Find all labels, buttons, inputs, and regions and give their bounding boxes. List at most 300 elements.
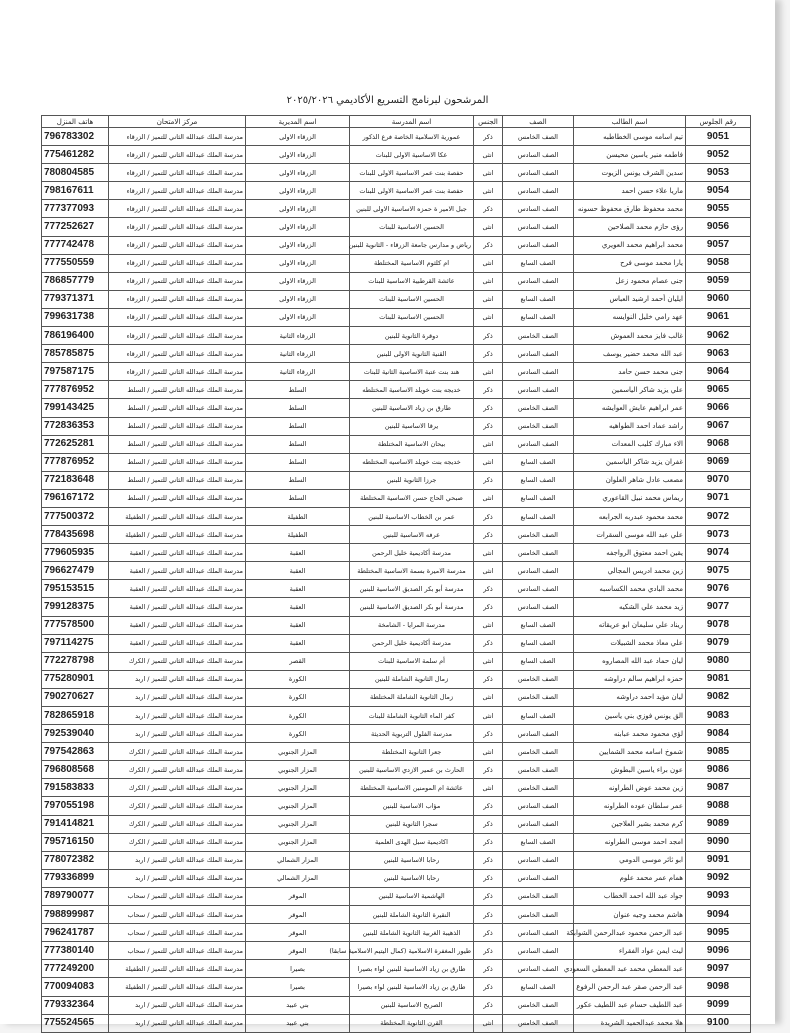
- cell-phone: 775524565: [42, 1014, 109, 1032]
- cell-exam-center: مدرسة الملك عبدالله الثاني للتميز / سحاب: [109, 924, 246, 942]
- cell-seat-number: 9074: [686, 544, 751, 562]
- cell-directorate: الزرقاء الاولى: [246, 200, 350, 218]
- cell-directorate: الزرقاء الاولى: [246, 254, 350, 272]
- cell-grade: الصف السادس: [503, 272, 574, 290]
- cell-seat-number: 9060: [686, 290, 751, 308]
- cell-directorate: الزرقاء الاولى: [246, 164, 350, 182]
- cell-directorate: المزار الجنوبي: [246, 761, 350, 779]
- table-row: [42, 960, 751, 978]
- cell-grade: الصف الخامس: [503, 996, 574, 1014]
- cell-school: بيحان الاساسية المختلطة: [350, 435, 474, 453]
- cell-student-name: جنى عصام محمود زعل: [574, 272, 686, 290]
- cell-grade: الصف الخامس: [503, 327, 574, 345]
- cell-school: مدرسة المرايا - الشامخة: [350, 616, 474, 634]
- table-row: [42, 435, 751, 453]
- table-row: [42, 851, 751, 869]
- table-row: [42, 507, 751, 525]
- cell-gender: ذكر: [474, 399, 503, 417]
- cell-phone: 796808568: [42, 761, 109, 779]
- cell-exam-center: مدرسة الملك عبدالله الثاني للتميز / الكرك: [109, 833, 246, 851]
- cell-seat-number: 9076: [686, 580, 751, 598]
- table-row: [42, 218, 751, 236]
- cell-gender: ذكر: [474, 580, 503, 598]
- cell-grade: الصف الخامس: [503, 544, 574, 562]
- cell-exam-center: مدرسة الملك عبدالله الثاني للتميز / الزرقاء: [109, 290, 246, 308]
- cell-school: النقيرة الثانوية الشاملة للبنين: [350, 906, 474, 924]
- cell-school: خديجه بنت خويلد الاساسية المختلطه: [350, 381, 474, 399]
- cell-exam-center: مدرسة الملك عبدالله الثاني للتميز / اربد: [109, 1014, 246, 1032]
- cell-gender: ذكر: [474, 236, 503, 254]
- cell-exam-center: مدرسة الملك عبدالله الثاني للتميز / العقبة: [109, 616, 246, 634]
- cell-exam-center: مدرسة الملك عبدالله الثاني للتميز / الكرك: [109, 779, 246, 797]
- table-row: [42, 1014, 751, 1032]
- cell-gender: انثى: [474, 290, 503, 308]
- cell-exam-center: مدرسة الملك عبدالله الثاني للتميز / الزرقاء: [109, 254, 246, 272]
- table-row: [42, 761, 751, 779]
- cell-student-name: عبد الرحمن صقر عبد الرحمن الرفوع: [574, 978, 686, 996]
- cell-student-name: ايليان أحمد ارشيد العباس: [574, 290, 686, 308]
- cell-exam-center: مدرسة الملك عبدالله الثاني للتميز / الزرقاء: [109, 272, 246, 290]
- cell-seat-number: 9086: [686, 761, 751, 779]
- header-gender: الجنس: [474, 116, 503, 128]
- cell-seat-number: 9094: [686, 906, 751, 924]
- cell-student-name: هلا محمد عبدالحميد الشريدة: [574, 1014, 686, 1032]
- cell-school: دوقرة الثانوية للبنين: [350, 327, 474, 345]
- cell-grade: الصف الخامس: [503, 779, 574, 797]
- cell-directorate: الزرقاء الثانية: [246, 327, 350, 345]
- cell-phone: 775280901: [42, 670, 109, 688]
- cell-directorate: المزار الجنوبي: [246, 779, 350, 797]
- cell-school: اكاديمية سبل الهدى العلمية: [350, 833, 474, 851]
- cell-directorate: السلط: [246, 471, 350, 489]
- table-row: [42, 128, 751, 146]
- cell-student-name: محمد ابراهيم محمد العويري: [574, 236, 686, 254]
- cell-student-name: تيم اسامه موسى الخطاطبه: [574, 128, 686, 146]
- cell-phone: 772836353: [42, 417, 109, 435]
- cell-directorate: العقبة: [246, 598, 350, 616]
- cell-directorate: المزار الجنوبي: [246, 743, 350, 761]
- cell-exam-center: مدرسة الملك عبدالله الثاني للتميز / الكرك: [109, 815, 246, 833]
- cell-student-name: الق يونس فوزي بني ياسين: [574, 707, 686, 725]
- cell-gender: ذكر: [474, 869, 503, 887]
- table-row: [42, 345, 751, 363]
- table-row: [42, 906, 751, 924]
- cell-gender: ذكر: [474, 887, 503, 905]
- cell-directorate: بني عبيد: [246, 1014, 350, 1032]
- cell-seat-number: 9075: [686, 562, 751, 580]
- cell-directorate: العقبة: [246, 580, 350, 598]
- cell-phone: 798167611: [42, 182, 109, 200]
- cell-grade: الصف السابع: [503, 833, 574, 851]
- cell-phone: 791583833: [42, 779, 109, 797]
- cell-exam-center: مدرسة الملك عبدالله الثاني للتميز / السلط: [109, 435, 246, 453]
- header-school: اسم المدرسة: [350, 116, 474, 128]
- cell-seat-number: 9080: [686, 652, 751, 670]
- cell-grade: الصف السادس: [503, 562, 574, 580]
- cell-gender: انثى: [474, 218, 503, 236]
- cell-exam-center: مدرسة الملك عبدالله الثاني للتميز / اربد: [109, 670, 246, 688]
- cell-exam-center: مدرسة الملك عبدالله الثاني للتميز / اربد: [109, 707, 246, 725]
- cell-directorate: الزرقاء الاولى: [246, 218, 350, 236]
- cell-exam-center: مدرسة الملك عبدالله الثاني للتميز / السلط: [109, 471, 246, 489]
- table-row: [42, 200, 751, 218]
- cell-gender: ذكر: [474, 634, 503, 652]
- cell-gender: ذكر: [474, 851, 503, 869]
- table-row: [42, 833, 751, 851]
- cell-grade: الصف السابع: [503, 453, 574, 471]
- cell-grade: الصف السابع: [503, 471, 574, 489]
- cell-gender: ذكر: [474, 924, 503, 942]
- table-row: [42, 164, 751, 182]
- table-row: [42, 743, 751, 761]
- cell-school: ام كلثوم الاساسية المختلطة: [350, 254, 474, 272]
- cell-grade: الصف السادس: [503, 960, 574, 978]
- table-row: [42, 815, 751, 833]
- cell-student-name: غفران يزيد شاكر الياسمين: [574, 453, 686, 471]
- table-row: [42, 453, 751, 471]
- cell-grade: الصف السابع: [503, 254, 574, 272]
- cell-gender: انثى: [474, 164, 503, 182]
- cell-student-name: ريماس محمد نبيل القاعوري: [574, 489, 686, 507]
- cell-phone: 779332364: [42, 996, 109, 1014]
- cell-gender: ذكر: [474, 725, 503, 743]
- cell-grade: الصف الخامس: [503, 670, 574, 688]
- cell-student-name: رؤى حازم محمد الصلاحين: [574, 218, 686, 236]
- cell-seat-number: 9073: [686, 526, 751, 544]
- cell-school: جعرا الثانوية المختلطة: [350, 743, 474, 761]
- cell-directorate: السلط: [246, 417, 350, 435]
- cell-grade: الصف السادس: [503, 924, 574, 942]
- cell-phone: 796241787: [42, 924, 109, 942]
- cell-phone: 796627479: [42, 562, 109, 580]
- cell-phone: 799631738: [42, 308, 109, 326]
- cell-exam-center: مدرسة الملك عبدالله الثاني للتميز / اربد: [109, 996, 246, 1014]
- cell-directorate: السلط: [246, 453, 350, 471]
- cell-grade: الصف السابع: [503, 616, 574, 634]
- table-row: [42, 327, 751, 345]
- cell-phone: 785785875: [42, 345, 109, 363]
- cell-gender: انثى: [474, 182, 503, 200]
- header-exam-center: مركز الامتحان: [109, 116, 246, 128]
- cell-seat-number: 9056: [686, 218, 751, 236]
- cell-directorate: الزرقاء الاولى: [246, 308, 350, 326]
- cell-exam-center: مدرسة الملك عبدالله الثاني للتميز / العقبة: [109, 634, 246, 652]
- cell-phone: 775461282: [42, 146, 109, 164]
- cell-directorate: الموقر: [246, 942, 350, 960]
- cell-phone: 792539040: [42, 725, 109, 743]
- cell-seat-number: 9095: [686, 924, 751, 942]
- cell-grade: الصف الخامس: [503, 417, 574, 435]
- cell-student-name: هاشم محمد وجيه عنوان: [574, 906, 686, 924]
- cell-school: الحسين الاساسية للبنات: [350, 308, 474, 326]
- table-row: [42, 725, 751, 743]
- cell-phone: 778435698: [42, 526, 109, 544]
- cell-student-name: زين محمد ادريس المجالي: [574, 562, 686, 580]
- cell-student-name: محمد محمود عبدربه الجرابعه: [574, 507, 686, 525]
- cell-student-name: ليان حماد عبد الله المصاروه: [574, 652, 686, 670]
- cell-exam-center: مدرسة الملك عبدالله الثاني للتميز / العقبة: [109, 580, 246, 598]
- cell-student-name: عبد المعطي محمد عبد المعطي السعودي: [574, 960, 686, 978]
- cell-grade: الصف الخامس: [503, 887, 574, 905]
- cell-school: أم سلمة الاساسية للبنات: [350, 652, 474, 670]
- cell-phone: 777380140: [42, 942, 109, 960]
- cell-seat-number: 9061: [686, 308, 751, 326]
- cell-directorate: الزرقاء الاولى: [246, 128, 350, 146]
- cell-seat-number: 9098: [686, 978, 751, 996]
- cell-gender: ذكر: [474, 960, 503, 978]
- cell-gender: ذكر: [474, 797, 503, 815]
- cell-phone: 778072382: [42, 851, 109, 869]
- cell-exam-center: مدرسة الملك عبدالله الثاني للتميز / الزرقاء: [109, 363, 246, 381]
- header-seat-number: رقم الجلوس: [686, 116, 751, 128]
- cell-phone: 772183648: [42, 471, 109, 489]
- cell-gender: انثى: [474, 743, 503, 761]
- cell-phone: 797542863: [42, 743, 109, 761]
- cell-grade: الصف الخامس: [503, 761, 574, 779]
- cell-school: الحسين الاساسية للبنات: [350, 218, 474, 236]
- cell-gender: انثى: [474, 1014, 503, 1032]
- cell-student-name: سدين الشرف يونس الزيوت: [574, 164, 686, 182]
- cell-directorate: العقبة: [246, 562, 350, 580]
- cell-student-name: علي معاذ محمد الشبيلات: [574, 634, 686, 652]
- cell-seat-number: 9079: [686, 634, 751, 652]
- cell-phone: 772278798: [42, 652, 109, 670]
- cell-student-name: فاطمه منير ياسين محيسن: [574, 146, 686, 164]
- cell-phone: 777249200: [42, 960, 109, 978]
- cell-gender: انثى: [474, 652, 503, 670]
- cell-seat-number: 9071: [686, 489, 751, 507]
- cell-grade: الصف الخامس: [503, 906, 574, 924]
- cell-school: عمر بن الخطاب الاساسية للبنين: [350, 507, 474, 525]
- cell-student-name: محمد البادي محمد الكساسبه: [574, 580, 686, 598]
- cell-student-name: زيد محمد علي الشكيه: [574, 598, 686, 616]
- cell-exam-center: مدرسة الملك عبدالله الثاني للتميز / الزرقاء: [109, 218, 246, 236]
- cell-directorate: العقبة: [246, 616, 350, 634]
- cell-school: مدرسة أكاديمية خليل الرحمن: [350, 544, 474, 562]
- cell-school: عكا الاساسية الاولى للبنات: [350, 146, 474, 164]
- table-row: [42, 254, 751, 272]
- table-row: [42, 272, 751, 290]
- cell-phone: 777876952: [42, 381, 109, 399]
- cell-seat-number: 9054: [686, 182, 751, 200]
- cell-directorate: المزار الجنوبي: [246, 815, 350, 833]
- cell-school: القنية الثانوية الاولى للبنين: [350, 345, 474, 363]
- cell-school: عائشة القرطبية الاساسية للبنات: [350, 272, 474, 290]
- cell-grade: الصف الخامس: [503, 526, 574, 544]
- cell-grade: الصف السادس: [503, 815, 574, 833]
- cell-exam-center: مدرسة الملك عبدالله الثاني للتميز / السلط: [109, 399, 246, 417]
- cell-student-name: ابو ثائر موسى الدومي: [574, 851, 686, 869]
- cell-grade: الصف السابع: [503, 489, 574, 507]
- cell-student-name: امجد احمد موسى الطراونه: [574, 833, 686, 851]
- cell-seat-number: 9065: [686, 381, 751, 399]
- cell-student-name: زين محمد عوض الطراونه: [574, 779, 686, 797]
- cell-school: جبل الامير ة حمزه الاساسية الاولى للبنين: [350, 200, 474, 218]
- cell-phone: 782865918: [42, 707, 109, 725]
- cell-seat-number: 9059: [686, 272, 751, 290]
- cell-grade: الصف السابع: [503, 308, 574, 326]
- candidates-table: [41, 115, 751, 1033]
- cell-gender: ذكر: [474, 381, 503, 399]
- cell-directorate: بصيرا: [246, 978, 350, 996]
- cell-school: زمال الثانوية الشاملة المختلطة: [350, 688, 474, 706]
- table-row: [42, 146, 751, 164]
- cell-seat-number: 9093: [686, 887, 751, 905]
- cell-directorate: المزار الجنوبي: [246, 797, 350, 815]
- cell-seat-number: 9068: [686, 435, 751, 453]
- cell-seat-number: 9069: [686, 453, 751, 471]
- cell-seat-number: 9096: [686, 942, 751, 960]
- table-row: [42, 580, 751, 598]
- cell-directorate: الزرقاء الاولى: [246, 290, 350, 308]
- table-row: [42, 544, 751, 562]
- cell-phone: 779371371: [42, 290, 109, 308]
- cell-seat-number: 9089: [686, 815, 751, 833]
- table-row: [42, 489, 751, 507]
- cell-seat-number: 9082: [686, 688, 751, 706]
- header-directorate: اسم المديرية: [246, 116, 350, 128]
- cell-student-name: محمد محفوظ طارق محفوظ حسونه: [574, 200, 686, 218]
- table-row: [42, 924, 751, 942]
- cell-gender: ذكر: [474, 526, 503, 544]
- cell-school: حفصة بنت عمر الاساسية الاولى للبنات: [350, 182, 474, 200]
- cell-school: مدرسة أبو بكر الصديق الاساسية للبنين: [350, 598, 474, 616]
- cell-gender: ذكر: [474, 471, 503, 489]
- cell-gender: انثى: [474, 363, 503, 381]
- cell-school: خديجه بنت خويلد الاساسيه المختلطه: [350, 453, 474, 471]
- cell-gender: انثى: [474, 254, 503, 272]
- cell-school: مؤاب الاساسية للبنين: [350, 797, 474, 815]
- cell-exam-center: مدرسة الملك عبدالله الثاني للتميز / الطفيلة: [109, 978, 246, 996]
- cell-exam-center: مدرسة الملك عبدالله الثاني للتميز / الزرقاء: [109, 236, 246, 254]
- cell-student-name: ريناد علي سليمان ابو عريقاته: [574, 616, 686, 634]
- cell-grade: الصف الخامس: [503, 688, 574, 706]
- table-row: [42, 363, 751, 381]
- cell-directorate: المزار الشمالي: [246, 851, 350, 869]
- table-row: [42, 996, 751, 1014]
- cell-school: طارق بن زياد الاساسية للبنين لواء بصيرا: [350, 978, 474, 996]
- cell-seat-number: 9084: [686, 725, 751, 743]
- cell-gender: ذكر: [474, 598, 503, 616]
- cell-school: مدرسة الاميرة بسمة الاساسية المختلطة: [350, 562, 474, 580]
- cell-school: رياض و مدارس جامعة الزرقاء - الثانوية للبنين: [350, 236, 474, 254]
- cell-directorate: الطفيلة: [246, 507, 350, 525]
- cell-directorate: القصر: [246, 652, 350, 670]
- cell-gender: ذكر: [474, 200, 503, 218]
- cell-directorate: الزرقاء الاولى: [246, 272, 350, 290]
- cell-school: زمال الثانوية الشاملة للبنين: [350, 670, 474, 688]
- table-row: [42, 634, 751, 652]
- cell-student-name: عمر ابراهيم عايش العوايشه: [574, 399, 686, 417]
- cell-gender: انثى: [474, 489, 503, 507]
- cell-grade: الصف السابع: [503, 707, 574, 725]
- cell-student-name: عمر سلطان عوده الطراونه: [574, 797, 686, 815]
- cell-grade: الصف السادس: [503, 345, 574, 363]
- cell-school: الصريح الاساسية للبنين: [350, 996, 474, 1014]
- cell-seat-number: 9055: [686, 200, 751, 218]
- cell-directorate: العقبة: [246, 634, 350, 652]
- cell-seat-number: 9078: [686, 616, 751, 634]
- cell-directorate: الزرقاء الاولى: [246, 146, 350, 164]
- cell-school: طيور المغفرة الاسلامية (كمال اليتيم الاسلامية سابقا): [350, 942, 474, 960]
- cell-exam-center: مدرسة الملك عبدالله الثاني للتميز / الزرقاء: [109, 308, 246, 326]
- cell-grade: الصف السادس: [503, 869, 574, 887]
- cell-directorate: المزار الشمالي: [246, 869, 350, 887]
- cell-exam-center: مدرسة الملك عبدالله الثاني للتميز / الطفيلة: [109, 507, 246, 525]
- cell-grade: الصف السادس: [503, 580, 574, 598]
- cell-school: مدرسة الفلول التربوية الحديثة: [350, 725, 474, 743]
- cell-phone: 795716150: [42, 833, 109, 851]
- cell-phone: 777578500: [42, 616, 109, 634]
- cell-gender: انثى: [474, 707, 503, 725]
- cell-student-name: همام عمر محمد علوم: [574, 869, 686, 887]
- cell-exam-center: مدرسة الملك عبدالله الثاني للتميز / اربد: [109, 869, 246, 887]
- cell-student-name: عبد الله محمد حضير يوسف: [574, 345, 686, 363]
- cell-school: الذهيبة الغربية الثانوية الشاملة للبنين: [350, 924, 474, 942]
- cell-grade: الصف الخامس: [503, 743, 574, 761]
- header-phone: هاتف المنزل: [42, 116, 109, 128]
- cell-grade: الصف الخامس: [503, 128, 574, 146]
- cell-student-name: راشد عماد احمد الطواهيه: [574, 417, 686, 435]
- cell-exam-center: مدرسة الملك عبدالله الثاني للتميز / السلط: [109, 489, 246, 507]
- cell-directorate: المزار الجنوبي: [246, 833, 350, 851]
- cell-directorate: الزرقاء الاولى: [246, 236, 350, 254]
- cell-school: مدرسة أبو بكر الصديق الاساسية للبنين: [350, 580, 474, 598]
- cell-seat-number: 9100: [686, 1014, 751, 1032]
- cell-seat-number: 9099: [686, 996, 751, 1014]
- cell-student-name: حمزه ابراهيم سالم دراوشه: [574, 670, 686, 688]
- table-row: [42, 688, 751, 706]
- cell-seat-number: 9092: [686, 869, 751, 887]
- cell-student-name: ليان مؤيد احمد دراوشه: [574, 688, 686, 706]
- cell-seat-number: 9097: [686, 960, 751, 978]
- cell-phone: 772625281: [42, 435, 109, 453]
- cell-student-name: علي عبد الله موسى السقرات: [574, 526, 686, 544]
- cell-seat-number: 9091: [686, 851, 751, 869]
- cell-seat-number: 9088: [686, 797, 751, 815]
- cell-seat-number: 9057: [686, 236, 751, 254]
- cell-student-name: عون براء ياسين البطوش: [574, 761, 686, 779]
- cell-grade: الصف السادس: [503, 182, 574, 200]
- cell-seat-number: 9090: [686, 833, 751, 851]
- cell-gender: ذكر: [474, 761, 503, 779]
- cell-gender: ذكر: [474, 507, 503, 525]
- cell-seat-number: 9066: [686, 399, 751, 417]
- cell-directorate: الكورة: [246, 725, 350, 743]
- cell-phone: 780804585: [42, 164, 109, 182]
- cell-phone: 779605935: [42, 544, 109, 562]
- cell-school: هند بنت عتبة الاساسية الثانية للبنات: [350, 363, 474, 381]
- cell-gender: ذكر: [474, 417, 503, 435]
- cell-exam-center: مدرسة الملك عبدالله الثاني للتميز / سحاب: [109, 887, 246, 905]
- cell-phone: 777876952: [42, 453, 109, 471]
- cell-school: رحابا الاساسية للبنين: [350, 851, 474, 869]
- cell-seat-number: 9072: [686, 507, 751, 525]
- cell-directorate: الزرقاء الاولى: [246, 182, 350, 200]
- cell-grade: الصف السادس: [503, 381, 574, 399]
- cell-seat-number: 9087: [686, 779, 751, 797]
- cell-grade: الصف السادس: [503, 942, 574, 960]
- table-row: [42, 526, 751, 544]
- cell-gender: ذكر: [474, 815, 503, 833]
- cell-student-name: جواد عبد الله احمد الخطاب: [574, 887, 686, 905]
- cell-grade: الصف السابع: [503, 634, 574, 652]
- cell-exam-center: مدرسة الملك عبدالله الثاني للتميز / الكرك: [109, 743, 246, 761]
- cell-directorate: العقبة: [246, 544, 350, 562]
- cell-student-name: مصعب عادل شاهر العلوان: [574, 471, 686, 489]
- cell-seat-number: 9070: [686, 471, 751, 489]
- cell-student-name: كرم محمد بشير العلاجين: [574, 815, 686, 833]
